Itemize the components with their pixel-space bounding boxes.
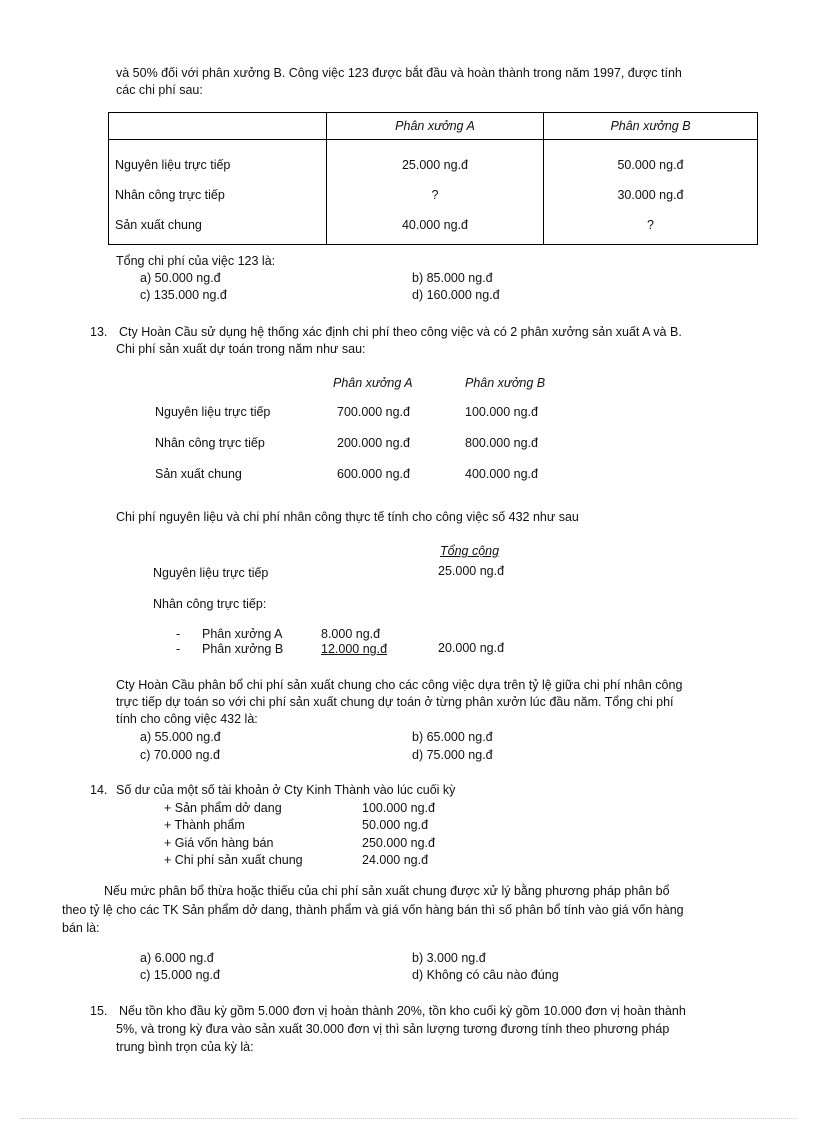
q14-para-2: theo tỷ lệ cho các TK Sản phẩm dở dang, thành phẩm và giá vốn hàng bán thì số phân bổ tính vào giá vốn hàng [62,903,684,917]
labor-a-label: Phân xưởng A [202,627,283,641]
table-cell: ? [431,188,439,202]
budget-header-a: Phân xưởng A [333,376,413,390]
budget-value-b: 100.000 ng.đ [465,405,538,419]
q14-option-d: d) Không có câu nào đúng [412,968,559,982]
table-cell: 30.000 ng.đ [617,188,684,202]
budget-label: Nguyên liệu trực tiếp [155,405,271,419]
q13-option-c: c) 70.000 ng.đ [140,748,220,762]
budget-value-a: 700.000 ng.đ [337,405,410,419]
budget-header-b: Phân xưởng B [465,376,546,390]
q14-option-c: c) 15.000 ng.đ [140,968,220,982]
q12-option-b: b) 85.000 ng.đ [412,271,493,285]
table-header-row [109,113,758,140]
q13-para-3: tính cho công việc 432 là: [116,712,258,726]
q14-number: 14. [90,783,108,797]
q12-option-d: d) 160.000 ng.đ [412,288,500,302]
labor-label: Nhân công trực tiếp: [153,597,267,611]
q12-question: Tổng chi phí của việc 123 là: [116,254,276,268]
page-bottom-divider [20,1118,796,1119]
table-cell: Sản xuất chung [115,218,202,232]
intro-line-2: các chi phí sau: [116,83,203,97]
q13-number: 13. [90,325,108,339]
q14-para-3: bán là: [62,921,100,935]
table-col-labels [109,140,327,245]
labor-b-dash: - [176,642,181,656]
q15-number: 15. [90,1004,108,1018]
q15-line-3: trung bình trọn của kỳ là: [116,1040,254,1054]
q14-option-b: b) 3.000 ng.đ [412,951,486,965]
account-value: 24.000 ng.đ [362,853,429,867]
q14-title: Số dư của một số tài khoản ở Cty Kinh Thành vào lúc cuối kỳ [116,783,456,797]
table-header-b: Phân xưởng B [544,113,758,140]
budget-label: Sản xuất chung [155,467,242,481]
labor-b-value: 12.000 ng.đ [321,642,388,656]
total-header: Tổng cộng [440,544,500,558]
labor-a-dash: - [176,627,181,641]
table-cell: 50.000 ng.đ [617,158,684,172]
table-cell: Nguyên liệu trực tiếp [115,158,231,172]
account-label: + Sản phẩm dở dang [164,801,282,815]
table-header-a: Phân xưởng A [327,113,544,140]
q13-para-2: trực tiếp dự toán so với chi phí sản xuất chung dự toán ở từng phân xưởn lúc đầu năm. Tổng chi phí [116,695,674,709]
table-header-blank [109,113,327,140]
q13-option-d: d) 75.000 ng.đ [412,748,493,762]
q13-line-1: Cty Hoàn Cầu sử dụng hệ thống xác định chi phí theo công việc và có 2 phân xưởng sản xuất A và B. [119,325,682,339]
account-value: 50.000 ng.đ [362,818,429,832]
budget-value-b: 400.000 ng.đ [465,467,538,481]
labor-b-label: Phân xưởng B [202,642,284,656]
labor-a-value: 8.000 ng.đ [321,627,381,641]
table-cell: Nhân công trực tiếp [115,188,225,202]
material-label: Nguyên liệu trực tiếp [153,566,269,580]
q13-option-a: a) 55.000 ng.đ [140,730,221,744]
q13-line-2: Chi phí sản xuất dự toán trong năm như sau: [116,342,366,356]
q12-option-c: c) 135.000 ng.đ [140,288,227,302]
budget-value-a: 200.000 ng.đ [337,436,410,450]
budget-value-a: 600.000 ng.đ [337,467,410,481]
q13-para-1: Cty Hoàn Cầu phân bổ chi phí sản xuất chung cho các công việc dựa trên tỷ lệ giữa chi phí nhân công [116,678,683,692]
labor-total: 20.000 ng.đ [438,641,505,655]
account-value: 100.000 ng.đ [362,801,435,815]
account-label: + Thành phẩm [164,818,245,832]
table-cell: 40.000 ng.đ [401,218,469,232]
table-cell: 25.000 ng.đ [401,158,469,172]
cost-table [108,112,758,245]
intro-line-1: và 50% đối với phân xưởng B. Công việc 123 được bắt đầu và hoàn thành trong năm 1997, được tính [116,66,682,80]
q13-actual-intro: Chi phí nguyên liệu và chi phí nhân công thực tế tính cho công việc số 432 như sau [116,510,579,524]
budget-value-b: 800.000 ng.đ [465,436,538,450]
budget-label: Nhân công trực tiếp [155,436,265,450]
account-label: + Giá vốn hàng bán [164,836,274,850]
q14-para-1: Nếu mức phân bổ thừa hoặc thiếu của chi phí sản xuất chung được xử lý bằng phương pháp phân bổ [104,884,670,898]
table-col-a [327,140,544,245]
account-label: + Chi phí sản xuất chung [164,853,303,867]
table-cell: ? [647,218,654,232]
q15-line-2: 5%, và trong kỳ đưa vào sản xuất 30.000 đơn vị thì sản lượng tương đương tính theo phương pháp [116,1022,670,1036]
material-total: 25.000 ng.đ [438,564,505,578]
table-body-row [109,140,758,245]
q12-option-a: a) 50.000 ng.đ [140,271,221,285]
account-value: 250.000 ng.đ [362,836,435,850]
table-col-b [544,140,758,245]
q13-option-b: b) 65.000 ng.đ [412,730,493,744]
q15-line-1: Nếu tồn kho đầu kỳ gồm 5.000 đơn vị hoàn thành 20%, tồn kho cuối kỳ gồm 10.000 đơn vị hoàn thành [119,1004,686,1018]
q14-option-a: a) 6.000 ng.đ [140,951,214,965]
